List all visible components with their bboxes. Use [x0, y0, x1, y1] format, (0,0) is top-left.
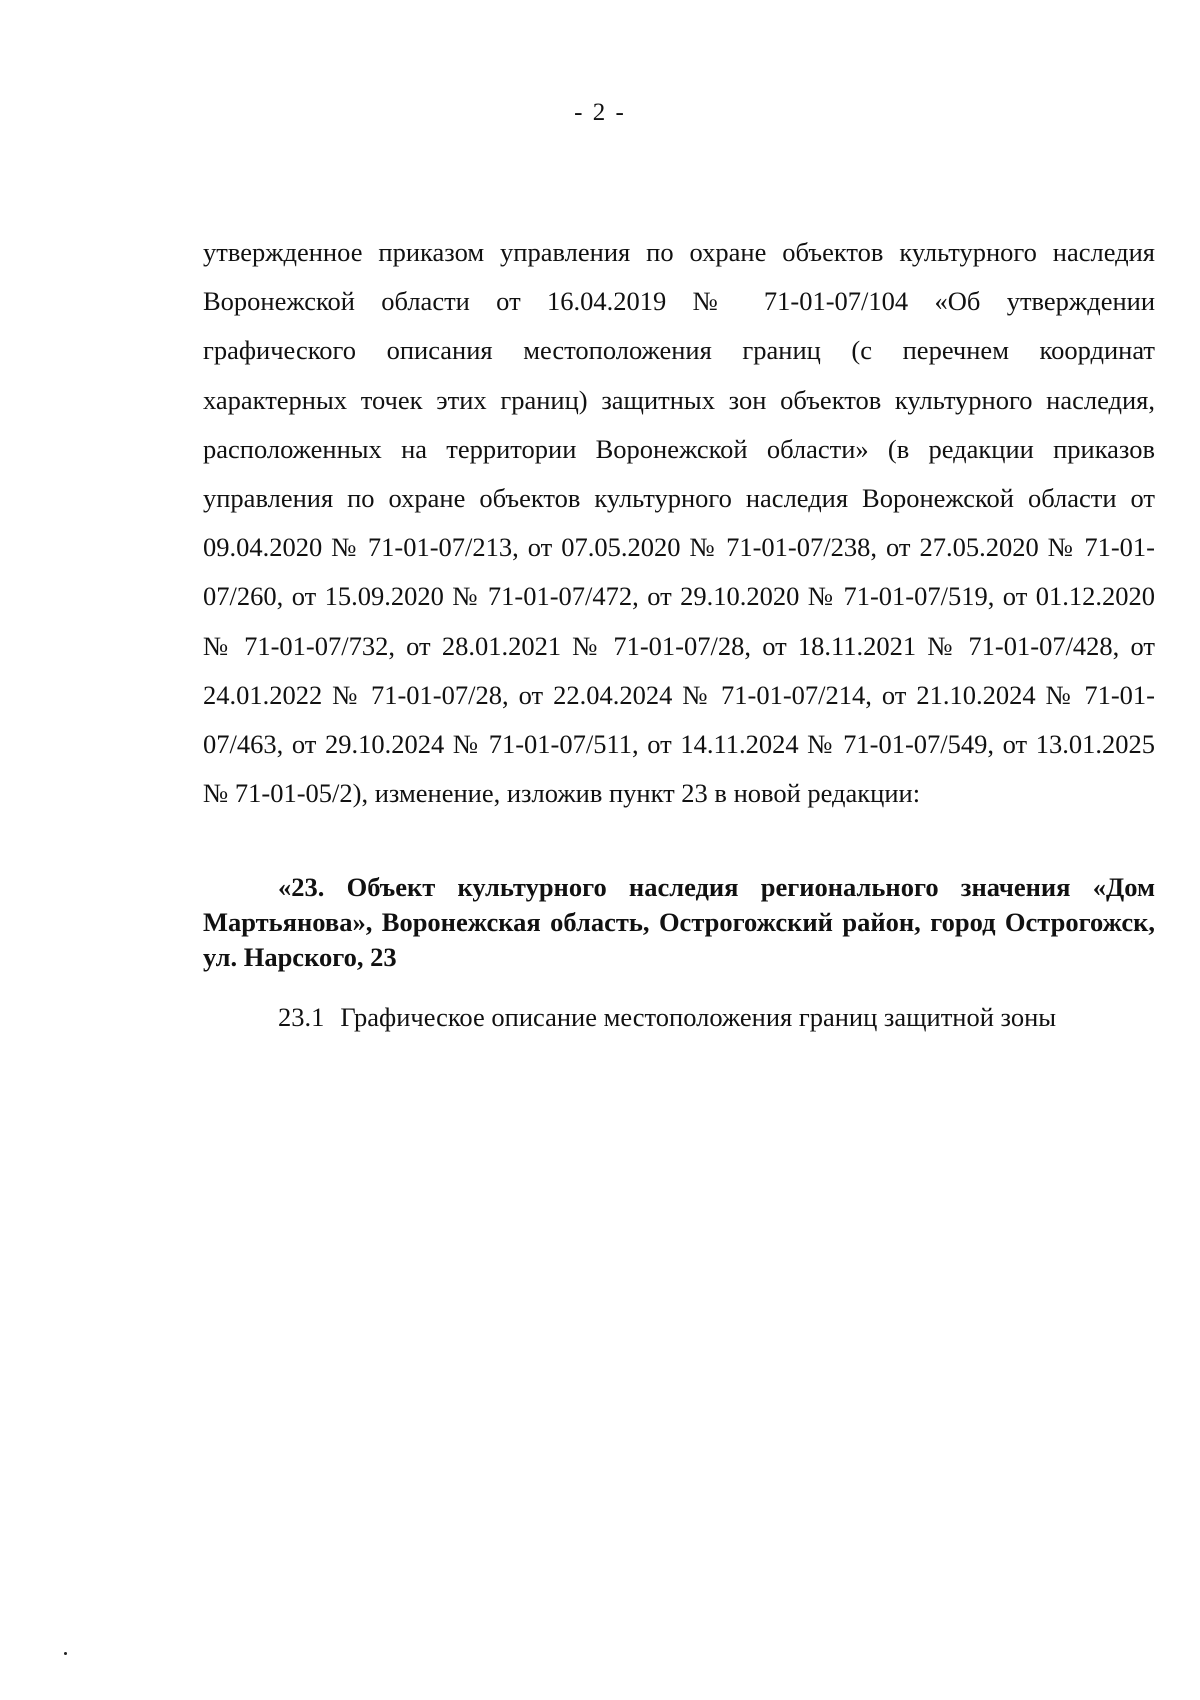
scan-speck [64, 1652, 67, 1655]
page-number: - 2 - [574, 99, 626, 126]
subclause-number: 23.1 [278, 1002, 325, 1032]
clause-heading: «23. Объект культурного наследия регионального значения «Дом Мартьянова», Воронежская область, Острогожский район, город Острогожск, ул. Нарского, 23 [203, 872, 1155, 972]
subclause [278, 1000, 1056, 1035]
subclause-text: Графическое описание местоположения границ защитной зоны [340, 1002, 1057, 1032]
body-paragraph: утвержденное приказом управления по охране объектов культурного наследия Воронежской области от 16.04.2019 № 71-01-07/104 «Об утверждении графического описания местоположения границ (с перечнем координат характерных точек этих границ) защитных зон объектов культурного наследия, расположенных на территории Воронежской области» (в редакции приказов управления по охране объектов культурного наследия Воронежской области от 09.04.2020 № 71-01-07/213, от 07.05.2020 № 71-01-07/238, от 27.05.2020 № 71-01-07/260, от 15.09.2020 № 71-01-07/472, от 29.10.2020 № 71-01-07/519, от 01.12.2020 № 71-01-07/732, от 28.01.2021 № 71-01-07/28, от 18.11.2021 № 71-01-07/428, от 24.01.2022 № 71-01-07/28, от 22.04.2024 № 71-01-07/214, от 21.10.2024 № 71-01-07/463, от 29.10.2024 № 71-01-07/511, от 14.11.2024 № 71-01-07/549, от 13.01.2025 № 71-01-05/2), изменение, изложив пункт 23 в новой редакции: [203, 237, 1155, 809]
